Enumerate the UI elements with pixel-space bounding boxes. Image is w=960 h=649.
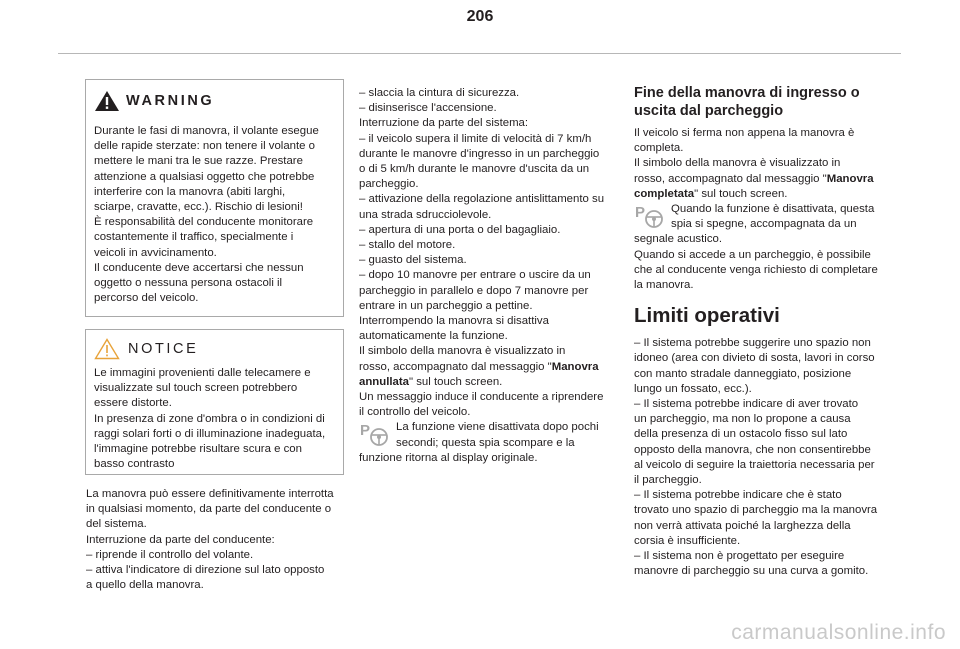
- text-line: – il veicolo supera il limite di velocità di 7 km/h: [359, 132, 592, 145]
- text-line: della presenza di un ostacolo fisso sul lato: [634, 428, 848, 441]
- text-line: che al conducente venga richiesto di completare: [634, 263, 878, 276]
- section-heading: [634, 84, 896, 120]
- text-line: – guasto del sistema.: [359, 254, 467, 267]
- notice-header: [94, 338, 198, 360]
- text-line: raggi solari forti o di illuminazione inadeguata,: [94, 427, 326, 440]
- notice-title: NOTICE: [128, 341, 199, 357]
- text-line: l'immagine potrebbe risultare scura e con: [94, 443, 302, 456]
- svg-text:P: P: [360, 422, 371, 440]
- bold-fragment: completata: [634, 187, 695, 200]
- text-line: – Il sistema potrebbe indicare di aver trovato: [634, 398, 859, 411]
- text-fragment: rosso, accompagnato dal messaggio ": [634, 172, 827, 185]
- text-line: – attivazione della regolazione antislittamento su: [359, 193, 605, 206]
- text-line: – slaccia la cintura di sicurezza.: [359, 87, 520, 99]
- icon-paragraph: [359, 420, 621, 450]
- message-line: [359, 375, 621, 390]
- text-line: La manovra può essere definitivamente interrotta: [86, 488, 334, 500]
- text-fragment: " sul touch screen.: [409, 375, 503, 388]
- warning-box: [85, 79, 344, 317]
- text-line: al veicolo di seguire la traiettoria necessaria per: [634, 458, 875, 471]
- text-line: La funzione viene disattivata dopo pochi: [396, 421, 599, 434]
- text-line: una strada sdrucciolevole.: [359, 208, 492, 221]
- text-line: lungo un fossato, ecc.).: [634, 382, 752, 395]
- text-line: percorso del veicolo.: [94, 292, 199, 305]
- bold-fragment: annullata: [359, 375, 410, 388]
- message-line: [634, 172, 896, 187]
- text-line: non verrà attivata poiché la larghezza della: [634, 519, 851, 532]
- text-line: parcheggio.: [359, 178, 419, 191]
- text-line: – Il sistema non è progettato per eseguire: [634, 550, 845, 563]
- text-line: sciarpe, cravatte, ecc.). Rischio di lesioni!: [94, 201, 303, 214]
- text-line: – Il sistema potrebbe suggerire uno spazio non: [634, 337, 871, 350]
- text-line: a quello della manovra.: [86, 579, 204, 592]
- warning-header: [94, 90, 214, 112]
- text-line: spia si spegne, accompagnata da un: [671, 218, 857, 231]
- text-line: Il veicolo si ferma non appena la manovra è: [634, 127, 855, 139]
- warning-body: [94, 124, 319, 306]
- text-line: oggetto o nessuna persona ostacoli il: [94, 277, 283, 290]
- text-line: completa.: [634, 142, 684, 155]
- text-line: o di 5 km/h durante le manovre d'uscita da un: [359, 163, 590, 176]
- text-line: basso contrasto: [94, 458, 175, 471]
- bold-fragment: Manovra: [826, 172, 874, 185]
- icon-paragraph: [634, 202, 896, 232]
- text-line: delle rapide sterzate: non tenere il volante o: [94, 140, 315, 153]
- notice-box: [85, 329, 344, 475]
- text-line: funzione ritorna al display originale.: [359, 451, 538, 464]
- text-line: Le immagini provenienti dalle telecamere e: [94, 367, 311, 379]
- section-title: Limiti operativi: [634, 304, 780, 328]
- watermark[interactable]: carmanualsonline.info: [731, 621, 946, 644]
- message-line: [634, 187, 896, 202]
- col1-paragraph: [86, 487, 348, 593]
- text-line: idoneo (area con divieto di sosta, lavori in corso: [634, 352, 875, 365]
- text-line: – disinserisce l'accensione.: [359, 102, 497, 115]
- text-line: con manto stradale danneggiato, posizione: [634, 367, 852, 380]
- text-line: Il conducente deve accertarsi che nessun: [94, 261, 304, 274]
- text-line: essere distorte.: [94, 397, 172, 410]
- text-line: In presenza di zone d'ombra o in condizioni di: [94, 412, 325, 425]
- text-line: opposto della manovra, che non consentirebbe: [634, 443, 871, 456]
- text-line: durante le manovre d'ingresso in un parcheggio: [359, 147, 600, 160]
- warning-title: WARNING: [126, 93, 215, 109]
- text-line: È responsabilità del conducente monitorare: [94, 216, 314, 229]
- header-rule: [58, 53, 901, 54]
- text-line: un parcheggio, ma non lo propone a causa: [634, 413, 851, 426]
- text-line: il parcheggio.: [634, 474, 702, 487]
- text-line: interferire con la manovra (abiti larghi,: [94, 185, 286, 198]
- text-line: trovato uno spazio di parcheggio ma la manovra: [634, 504, 878, 517]
- text-line: entrare in un parcheggio a pettine.: [359, 299, 533, 312]
- message-line: [359, 360, 621, 375]
- text-line: del sistema.: [86, 518, 147, 531]
- text-line: in qualsiasi momento, da parte del conducente o: [86, 503, 332, 516]
- text-line: Un messaggio induce il conducente a riprendere: [359, 391, 604, 404]
- text-line: Durante le fasi di manovra, il volante esegue: [94, 125, 319, 137]
- text-line: manovre di parcheggio su una curva a gomito.: [634, 565, 869, 578]
- text-line: mettere le mani tra le sue razze. Prestare: [94, 155, 303, 168]
- heading-line: Fine della manovra di ingresso o: [634, 85, 860, 101]
- text-line: Interruzione da parte del sistema:: [359, 117, 529, 130]
- bold-fragment: Manovra: [551, 360, 599, 373]
- warning-triangle-icon: [94, 90, 120, 112]
- page-number: 206: [466, 8, 494, 25]
- text-line: – Il sistema potrebbe indicare che è stato: [634, 489, 842, 502]
- notice-body: [94, 366, 325, 472]
- text-line: secondi; questa spia scompare e la: [396, 436, 575, 449]
- text-line: veicoli in avvicinamento.: [94, 246, 217, 259]
- text-line: – dopo 10 manovre per entrare o uscire da un: [359, 269, 591, 282]
- text-line: Interrompendo la manovra si disattiva: [359, 315, 549, 328]
- text-line: – apertura di una porta o del bagagliaio.: [359, 223, 561, 236]
- text-line: Quando si accede a un parcheggio, è possibile: [634, 248, 871, 261]
- text-line: il controllo del veicolo.: [359, 406, 471, 419]
- text-line: parcheggio in parallelo e dopo 7 manovre per: [359, 284, 589, 297]
- text-fragment: rosso, accompagnato dal messaggio ": [359, 360, 552, 373]
- heading-line: uscita dal parcheggio: [634, 103, 784, 119]
- notice-triangle-icon: [94, 338, 120, 360]
- text-line: – riprende il controllo del volante.: [86, 548, 254, 561]
- col2: [359, 86, 621, 466]
- text-fragment: " sul touch screen.: [694, 187, 788, 200]
- text-line: la manovra.: [634, 279, 694, 292]
- parking-steering-wheel-icon: [634, 202, 664, 230]
- svg-text:P: P: [635, 204, 646, 222]
- text-line: Quando la funzione è disattivata, questa: [671, 203, 875, 216]
- col3: [634, 84, 896, 579]
- text-line: – attiva l'indicatore di direzione sul lato opposto: [86, 564, 325, 577]
- text-line: Il simbolo della manovra è visualizzato in: [634, 157, 841, 170]
- text-line: – stallo del motore.: [359, 239, 456, 252]
- text-line: automaticamente la funzione.: [359, 330, 508, 343]
- parking-steering-wheel-icon: [359, 420, 389, 448]
- text-line: attenzione a qualsiasi oggetto che potrebbe: [94, 170, 315, 183]
- text-line: segnale acustico.: [634, 233, 723, 246]
- text-line: corsia è insufficiente.: [634, 534, 741, 547]
- text-line: visualizzate sul touch screen potrebbero: [94, 382, 298, 395]
- text-line: Il simbolo della manovra è visualizzato in: [359, 345, 566, 358]
- text-line: costantemente il traffico, specialmente i: [94, 231, 294, 244]
- text-line: Interruzione da parte del conducente:: [86, 533, 275, 546]
